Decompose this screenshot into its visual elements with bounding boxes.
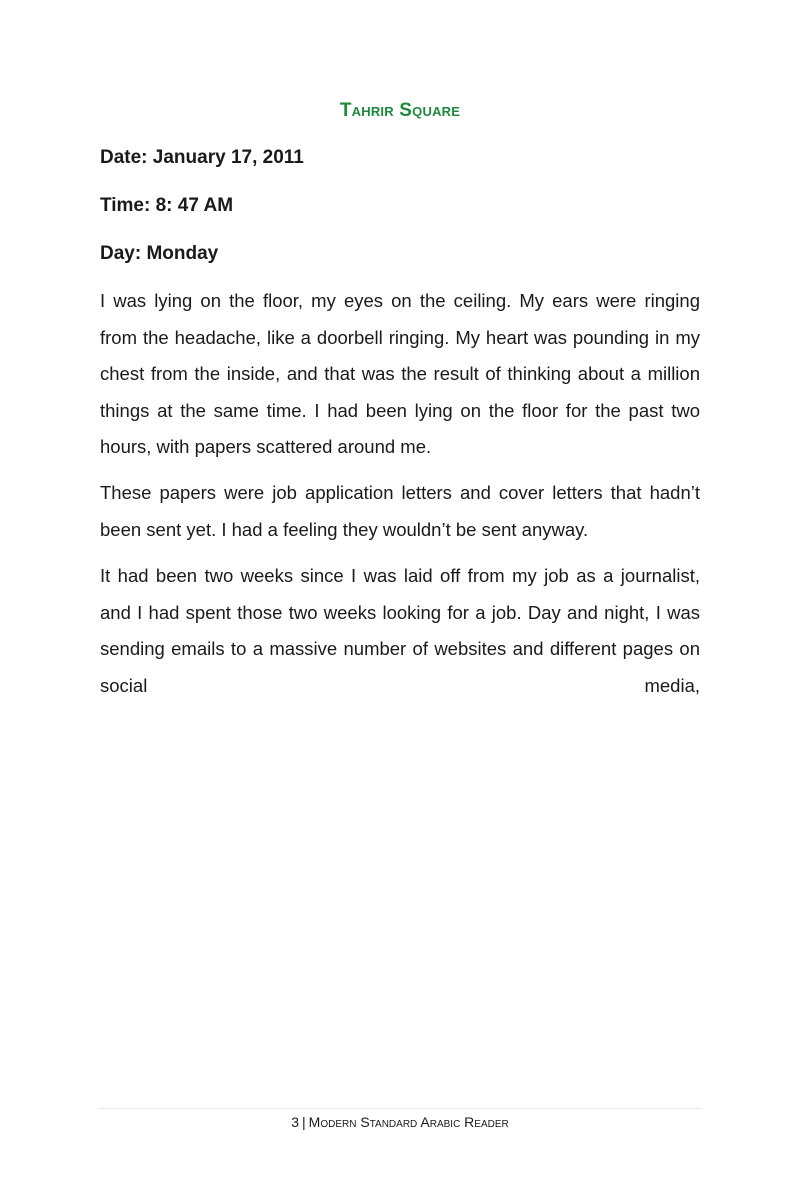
paragraph-2: These papers were job application letters and cover letters that hadn’t been sent yet. I had a feeling they wouldn’t be sent anyway. bbox=[100, 482, 700, 540]
page-number: 3 bbox=[291, 1114, 300, 1130]
paragraph-1: I was lying on the floor, my eyes on the ceiling. My ears were ringing from the headache, like a doorbell ringing. My heart was pounding in my chest from the inside, and that was the result of thinking about a million things at the same time. I had been lying on the floor for the past two hours, with papers scattered around me. bbox=[100, 290, 700, 457]
chapter-title: Tahrir Square bbox=[339, 100, 461, 121]
entry-day: Day: Monday bbox=[100, 243, 219, 264]
entry-time: Time: 8: 47 AM bbox=[100, 195, 234, 216]
page-footer bbox=[0, 1114, 800, 1130]
footer-divider bbox=[98, 1108, 702, 1109]
paragraph-3: It had been two weeks since I was laid off from my job as a journalist, and I had spent those two weeks looking for a job. Day and night, I was sending emails to a massive number of websites and different pages on social media, bbox=[100, 565, 700, 696]
running-title: Modern Standard Arabic Reader bbox=[308, 1114, 509, 1130]
footer-separator: | bbox=[302, 1114, 306, 1130]
entry-date: Date: January 17, 2011 bbox=[100, 147, 304, 168]
